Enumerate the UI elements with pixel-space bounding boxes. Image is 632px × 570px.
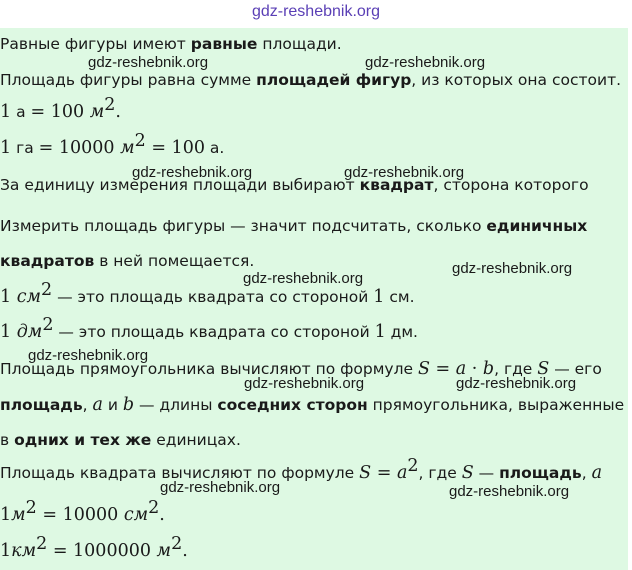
formula-line-8 <box>0 280 415 308</box>
text-line-6 <box>0 215 587 237</box>
math-var: S <box>537 359 550 379</box>
watermark: gdz-reshebnik.org <box>344 164 465 181</box>
math-number: 1 <box>0 287 17 307</box>
text-line-7 <box>0 250 254 272</box>
text: — это площадь квадрата со стороной <box>52 288 374 306</box>
math-text: = 1000000 <box>47 541 157 561</box>
math-text: . <box>115 102 121 122</box>
text: , из которых она состоит. <box>411 71 622 89</box>
text: , <box>581 464 592 482</box>
bold-text: площадь <box>499 464 582 482</box>
math-var: S <box>461 463 474 483</box>
math-text: = 10000 <box>36 505 124 525</box>
math-text: = 10000 <box>38 138 121 158</box>
text: см. <box>384 288 415 306</box>
math-text: . <box>159 505 165 525</box>
exponent: 2 <box>42 315 54 335</box>
math-number: 1 <box>373 287 385 307</box>
watermark: gdz-reshebnik.org <box>452 260 573 277</box>
watermark: gdz-reshebnik.org <box>243 270 364 287</box>
math-number: 1 <box>0 102 12 122</box>
math-unit: м <box>11 505 26 525</box>
bold-text: равные <box>190 35 258 53</box>
text: Измерить площадь фигуры — значит подсчитать, сколько <box>0 217 487 235</box>
text: прямоугольника, выраженные <box>367 396 625 414</box>
exponent: 2 <box>148 498 160 518</box>
math-var: a <box>455 359 467 379</box>
text: в <box>0 431 15 449</box>
text: га <box>11 139 39 157</box>
text-line-11 <box>0 394 624 416</box>
math-text: = <box>429 359 456 379</box>
math-var: a <box>92 395 103 415</box>
text: дм. <box>385 323 418 341</box>
text: в ней помещается. <box>94 252 255 270</box>
math-text: . <box>182 541 188 561</box>
math-number: 1 <box>0 541 12 561</box>
math-var: b <box>482 359 495 379</box>
text-line-5 <box>0 174 589 196</box>
bold-text: квадратов <box>0 252 95 270</box>
watermark: gdz-reshebnik.org <box>244 375 365 392</box>
math-unit: см <box>123 505 149 525</box>
text-line-1 <box>0 33 342 55</box>
math-var: a <box>396 463 408 483</box>
top-watermark: gdz-reshebnik.org <box>251 3 381 20</box>
formula-line-4 <box>0 131 225 159</box>
text: а. <box>204 139 225 157</box>
watermark: gdz-reshebnik.org <box>449 483 570 500</box>
watermark: gdz-reshebnik.org <box>456 375 577 392</box>
text: — его <box>549 360 602 378</box>
math-unit: см <box>16 287 42 307</box>
text: , сторона которого <box>433 176 589 194</box>
text: , где <box>418 464 462 482</box>
text: и <box>102 396 123 414</box>
math-unit: дм <box>16 322 43 342</box>
watermark: gdz-reshebnik.org <box>88 54 209 71</box>
text: площади. <box>257 35 342 53</box>
text: Площадь фигуры равна сумме <box>0 71 257 89</box>
text-line-12 <box>0 429 241 451</box>
bold-text: квадрат <box>359 176 434 194</box>
math-var: S <box>417 359 430 379</box>
math-text: = 100 <box>145 138 205 158</box>
text: Равные фигуры имеют <box>0 35 191 53</box>
exponent: 2 <box>36 534 48 554</box>
math-text: · <box>466 359 483 379</box>
math-number: 1 <box>374 322 386 342</box>
text: а <box>11 103 31 121</box>
text: , <box>82 396 93 414</box>
math-var: S <box>359 463 372 483</box>
math-number: 1 <box>0 322 17 342</box>
formula-line-15 <box>0 534 188 562</box>
math-var: a <box>591 463 602 483</box>
watermark: gdz-reshebnik.org <box>160 479 281 496</box>
exponent: 2 <box>104 95 116 115</box>
math-unit: м <box>120 138 135 158</box>
exponent: 2 <box>134 131 146 151</box>
formula-line-9 <box>0 315 418 343</box>
bold-text: одних и тех же <box>14 431 152 449</box>
text: Площадь квадрата вычисляют по формуле <box>0 464 360 482</box>
text: единицах. <box>151 431 241 449</box>
text-line-2 <box>0 69 621 91</box>
math-unit: км <box>11 541 37 561</box>
exponent: 2 <box>25 498 37 518</box>
text: За единицу измерения площади выбирают <box>0 176 360 194</box>
formula-line-14 <box>0 498 165 526</box>
watermark: gdz-reshebnik.org <box>132 164 253 181</box>
text: Площадь прямоугольника вычисляют по формуле <box>0 360 418 378</box>
math-text: = <box>371 463 397 483</box>
bold-text: единичных <box>486 217 588 235</box>
watermark: gdz-reshebnik.org <box>365 54 486 71</box>
math-number: 1 <box>0 138 12 158</box>
text: — это площадь квадрата со стороной <box>53 323 375 341</box>
text: — длины <box>134 396 218 414</box>
math-unit: м <box>89 102 105 122</box>
math-text: = 100 <box>30 102 90 122</box>
formula-line-3 <box>0 95 121 123</box>
math-unit: м <box>156 541 172 561</box>
bold-text: площадей фигур <box>256 71 412 89</box>
exponent: 2 <box>171 534 183 554</box>
text-line-13 <box>0 456 602 484</box>
text: — <box>473 464 500 482</box>
exponent: 2 <box>407 456 419 476</box>
text: , где <box>494 360 538 378</box>
math-var: b <box>122 395 135 415</box>
watermark: gdz-reshebnik.org <box>28 347 149 364</box>
bold-text: соседних сторон <box>217 396 368 414</box>
math-number: 1 <box>0 505 12 525</box>
exponent: 2 <box>41 280 53 300</box>
bold-text: площадь <box>0 396 83 414</box>
